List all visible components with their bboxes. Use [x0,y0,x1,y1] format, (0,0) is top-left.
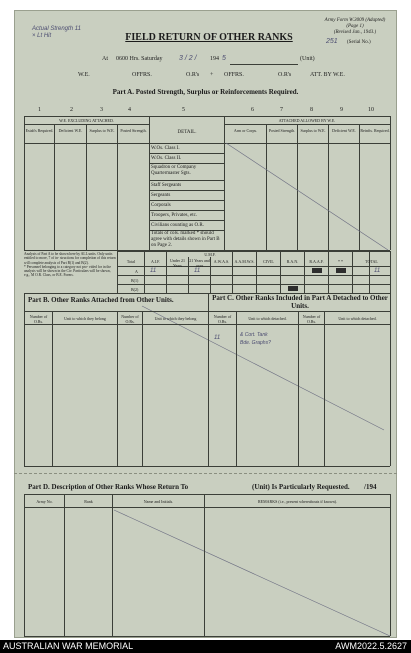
row-label-b2: B(2) [131,287,139,292]
at-label: At [102,56,108,62]
header-arm-or-corps: Arm or Corps. [233,128,258,133]
archive-footer [0,640,411,653]
header-posted-strength: Posted Strength. [120,128,147,133]
part-c-title: Part C. Other Ranks Included in Part A Detached to Other Units. [212,294,388,310]
blackout-asterisk-a [336,268,346,273]
group-header-attached-allowed: ATTACHED ALLOWED BY W.E. [278,118,336,123]
blackout-raaf-a [312,268,322,273]
we-label: W.E. [78,72,90,78]
date-handwritten: 3 / 2 / [179,55,197,62]
fold-line [14,473,397,474]
part-b-title: Part B. Other Ranks Attached from Other Units. [28,296,174,304]
col-number-5: 5 [182,107,185,113]
form-title: FIELD RETURN OF OTHER RANKS [125,32,293,43]
blackout-ran [288,286,298,291]
part-b-header-number-1: Number of O.Rs. [29,314,48,324]
analysis-note-text: Analysis of Part A to be shown here by ALL units. Only units entitled to more, 7 of in- structions for completion of this return will complete analysis of Part B(1) and B(2). [24,252,116,265]
handwritten-note-line-1: Actual Strength 11 [32,26,81,32]
part-a-title: Part A. Posted Strength, Surplus or Reinforcements Required. [112,88,299,96]
part-c-entry-unit-line-2: Bde. Graphs? [240,340,271,346]
time-label: 0600 Hrs. Saturday [116,56,163,62]
form-reference-line: Army Form W.3009 (Adapted) [324,18,386,23]
detail-sergeants: Sergeants [151,193,171,198]
analysis-header-21-over: 21 Years and over [189,258,210,268]
form-sheet [14,10,397,638]
footer-institution: AUSTRALIAN WAR MEMORIAL [3,641,134,651]
part-b-header-unit-1: Unit to which they belong [64,316,106,321]
header-attached-deficient: Deficient W.E. [332,128,356,133]
umf-label: U.M.F. [204,252,216,257]
attached-offrs-label: OFFRS. [224,72,244,78]
group-header-we-excluding-attached: W.E. EXCLUDING ATTACHED. [59,118,114,123]
part-c-entry-number: 11 [214,335,221,341]
col-number-10: 10 [368,107,374,113]
att-by-we-label: ATT. BY W.E. [310,72,345,78]
year-label: 194 [210,56,219,62]
entry-total-a: 11 [374,268,381,274]
header-estabs-required: Estab's Required. [25,128,54,133]
analysis-header-total-label: Total [126,259,136,264]
analysis-header-aamws: A.A.M.W.S. [234,259,255,264]
analysis-header-under-21: Under 21 Years [170,258,185,268]
serial-number-value: 251 [326,38,338,45]
row-label-b1: B(1) [131,278,139,283]
part-c-header-number-1: Number of O.Rs. [213,314,232,324]
part-c-header-number-2: Number of O.Rs. [302,314,321,324]
part-d-title-end: /194 [364,483,377,491]
entry-21-over-a: 11 [194,268,201,274]
detail-cqms: Squadron or Company Quartermaster Sgts. [151,165,197,176]
attached-ors-label: O.R's [278,72,292,78]
detail-totals-note: Totals of cols. marked * should agree with details shown in Part B on Page 2. [151,231,220,248]
header-deficient-we: Deficient W.E. [58,128,83,133]
part-b-header-unit-2: Unit to which they belong [154,316,197,321]
part-c-header-unit-1: Unit to which detached. [248,316,287,321]
header-reinfts-required: Reinfts. Required. [360,128,390,133]
row-label-a: A [135,269,138,274]
ors-label: O.R's [186,72,200,78]
form-revised-line: (Revised Jan., 1943.) [333,30,377,35]
col-number-1: 1 [38,107,41,113]
analysis-header-civil: CIVIL [263,259,274,264]
detail-wo-class-1: W.Os. Class I. [151,146,180,151]
col-number-2: 2 [70,107,73,113]
detail-corporals: Corporals [151,203,171,208]
analysis-header-raaf: R.A.A.F. [309,259,324,264]
header-attached-surplus: Surplus to W.E. [300,128,326,133]
analysis-header-ran: R.A.N. [286,259,299,264]
col-number-6: 6 [251,107,254,113]
form-page-line: (Page 1) [346,24,364,29]
analysis-footnote: * Personnel belonging to a category not pro- vided for in the analysis will be shown in the Civ. Particulars will be shown, e.g., M O.R. Class, or B.E. Forms. [24,264,111,278]
header-detail: DETAIL. [177,130,197,135]
part-d-header-name: Name and Initials. [143,499,174,504]
part-d-header-remarks: REMARKS (i.e., present whereabouts if known). [258,499,337,504]
analysis-header-total: TOTAL [365,259,378,264]
detail-civilians: Civilians counting as O.R. [151,223,204,228]
plus-sign: + [210,72,214,78]
part-d-title: Part D. Description of Other Ranks Whose Return To [28,483,189,491]
col-number-4: 4 [128,107,131,113]
detail-staff-sergeants: Staff Sergeants [151,183,182,188]
part-c-entry-unit-line-1: & Cort. Tank [240,332,268,338]
col-number-9: 9 [340,107,343,113]
detail-wo-class-2: W.Os. Class II. [151,156,182,161]
col-number-8: 8 [310,107,313,113]
entry-aif-a: 11 [150,268,157,274]
handwritten-note-line-2: × Lt Hit [32,33,52,39]
part-d-title-mid: (Unit) Is Particularly Requested. [252,483,350,491]
header-surplus-we: Surplus to W.E. [89,128,115,133]
analysis-header-awas: A.W.A.S. [213,259,230,264]
analysis-note [24,252,116,278]
col-number-3: 3 [100,107,103,113]
analysis-header-asterisks: * * [338,259,343,264]
part-d-header-army-no: Army No. [36,499,53,504]
analysis-header-aif: A.I.F. [150,259,161,264]
footer-accession-number: AWM2022.5.2627 [335,641,407,651]
col-number-7: 7 [280,107,283,113]
part-c-header-unit-2: Unit to which detached. [338,316,377,321]
offrs-label: OFFRS. [132,72,152,78]
part-b-header-number-2: Number of O.Rs. [121,314,139,324]
year-handwritten: 5 [222,55,226,62]
part-d-header-rank: Rank [84,499,93,504]
unit-label: (Unit) [300,56,315,62]
header-attached-posted-strength: Posted Strength. [268,128,296,133]
serial-number-label: (Serial No.) [347,40,371,45]
detail-troopers-privates: Troopers, Privates, etc. [151,213,198,218]
